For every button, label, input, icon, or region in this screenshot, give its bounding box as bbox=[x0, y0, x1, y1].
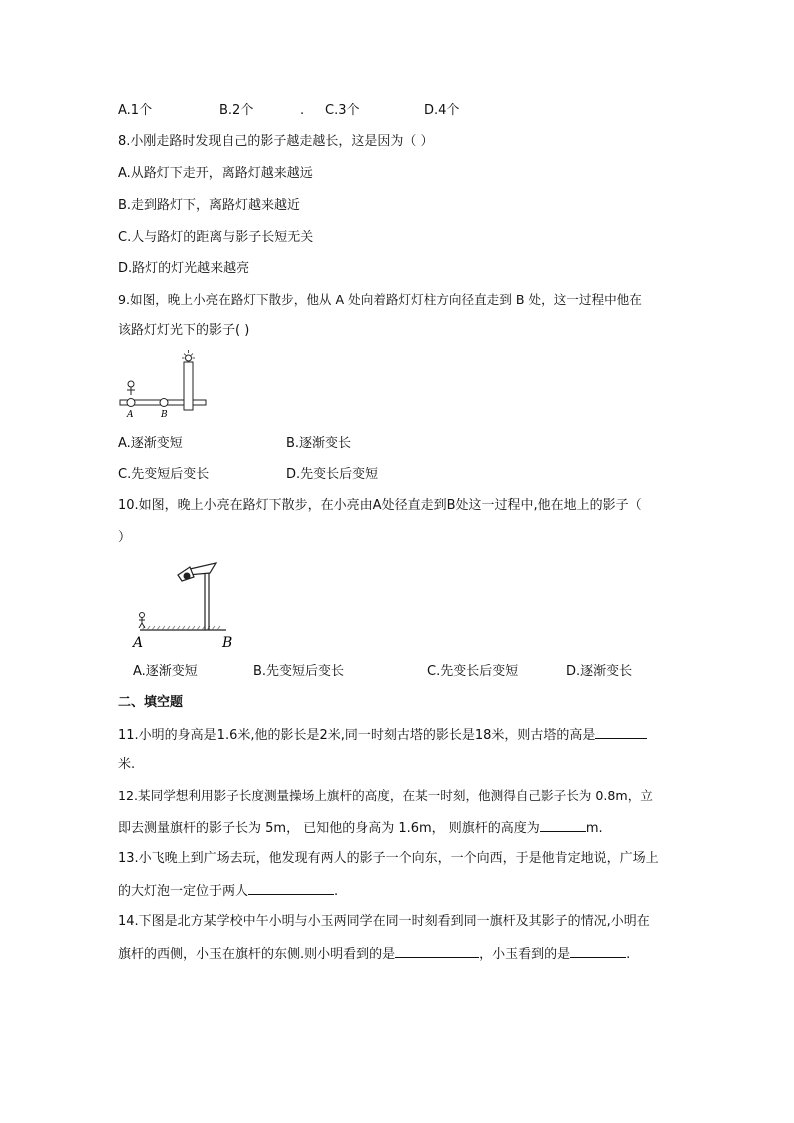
q12-line1: 12.某同学想利用影子长度测量操场上旗杆的高度，在某一时刻，他测得自己影子长为 0.8m，立 bbox=[118, 788, 653, 803]
q8-option-d: D.路灯的灯光越来越亮 bbox=[118, 261, 250, 276]
q9-stem-line2: 该路灯灯光下的影子( ) bbox=[118, 323, 250, 338]
point-b-marker bbox=[160, 399, 168, 407]
q10-stem-line1: 10.如图，晚上小亮在路灯下散步，在小亮由A处径直走到B处这一过程中,他在地上的影子（ bbox=[118, 498, 642, 513]
q9-option-d: D.先变长后变短 bbox=[286, 467, 379, 482]
lamp-bulb-icon bbox=[184, 573, 191, 580]
fig-label-b: B bbox=[161, 410, 168, 420]
q14-line1: 14.下图是北方某学校中午小明与小玉两同学在同一时刻看到同一旗杆及其影子的情况,小明在 bbox=[118, 914, 650, 929]
q12-text: 即去测量旗杆的影子长为 5m， 已知他的身高为 1.6m， 则旗杆的高度为 bbox=[118, 821, 540, 836]
q8-option-a: A.从路灯下走开，离路灯越来越远 bbox=[118, 166, 313, 181]
fig-label-a: A bbox=[127, 410, 134, 420]
q13-line1: 13.小飞晚上到广场去玩，他发现有两人的影子一个向东，一个向西，于是他肯定地说，广场上 bbox=[118, 851, 659, 866]
q10-option-d: D.逐渐变长 bbox=[566, 664, 633, 679]
q8-stem: 8.小刚走路时发现自己的影子越走越长，这是因为（ ） bbox=[118, 134, 434, 149]
q9-option-b: B.逐渐变长 bbox=[286, 436, 352, 451]
lamp-post bbox=[184, 362, 193, 410]
section-heading-fill-in: 二、填空题 bbox=[118, 695, 184, 710]
q9-stem-line1: 9.如图，晚上小亮在路灯下散步，他从 A 处向着路灯灯柱方向径直走到 B 处，这一过程中他在 bbox=[118, 292, 642, 307]
lamp-light-icon bbox=[182, 350, 195, 361]
q13-text: 的大灯泡一定位于两人 bbox=[118, 884, 249, 899]
q14-blank-xiaoming bbox=[395, 945, 479, 958]
q13-blank bbox=[248, 882, 334, 895]
q13-line2 bbox=[118, 882, 338, 900]
q11-blank bbox=[595, 726, 647, 739]
q8-option-c: C.人与路灯的距离与影子长短无关 bbox=[118, 230, 314, 245]
q9-option-a: A.逐渐变短 bbox=[118, 436, 183, 451]
q14-blank-xiaoyu bbox=[570, 945, 626, 958]
q7-option-d: D.4个 bbox=[424, 103, 460, 118]
q12-blank bbox=[540, 819, 586, 832]
q10-option-c: C.先变长后变短 bbox=[427, 664, 519, 679]
fig-label-a: A bbox=[133, 635, 144, 651]
q13-end: . bbox=[334, 884, 339, 899]
q12-unit: m. bbox=[585, 821, 603, 836]
person-icon bbox=[127, 381, 135, 395]
fig-label-b: B bbox=[222, 635, 233, 651]
q10-stem-line2: ） bbox=[118, 530, 132, 545]
q7-stray-dot: . bbox=[300, 103, 305, 118]
q14-line2 bbox=[118, 945, 630, 963]
q14-text: 旗杆的西侧，小玉在旗杆的东侧.则小明看到的是 bbox=[118, 947, 396, 962]
point-a-marker bbox=[127, 399, 135, 407]
q9-option-c: C.先变短后变长 bbox=[118, 467, 210, 482]
q11-line1 bbox=[118, 726, 647, 744]
q14-mid: ，小玉看到的是 bbox=[479, 947, 571, 962]
q7-option-a: A.1个 bbox=[118, 103, 153, 118]
q8-option-b: B.走到路灯下，离路灯越来越近 bbox=[118, 198, 301, 213]
q7-option-b: B.2个 bbox=[219, 103, 254, 118]
q12-line2 bbox=[118, 819, 603, 837]
q10-option-b: B.先变短后变长 bbox=[253, 664, 345, 679]
person-icon bbox=[139, 613, 145, 629]
q9-streetlamp-figure bbox=[116, 348, 216, 420]
q14-end: . bbox=[626, 947, 631, 962]
q10-option-a: A.逐渐变短 bbox=[133, 664, 198, 679]
q10-streetlamp-figure bbox=[130, 555, 240, 653]
q7-option-c: C.3个 bbox=[325, 103, 360, 118]
q11-line2: 米. bbox=[118, 757, 136, 772]
q11-text: 11.小明的身高是1.6米,他的影长是2米,同一时刻古塔的影长是18米，则古塔的高是 bbox=[118, 728, 596, 743]
